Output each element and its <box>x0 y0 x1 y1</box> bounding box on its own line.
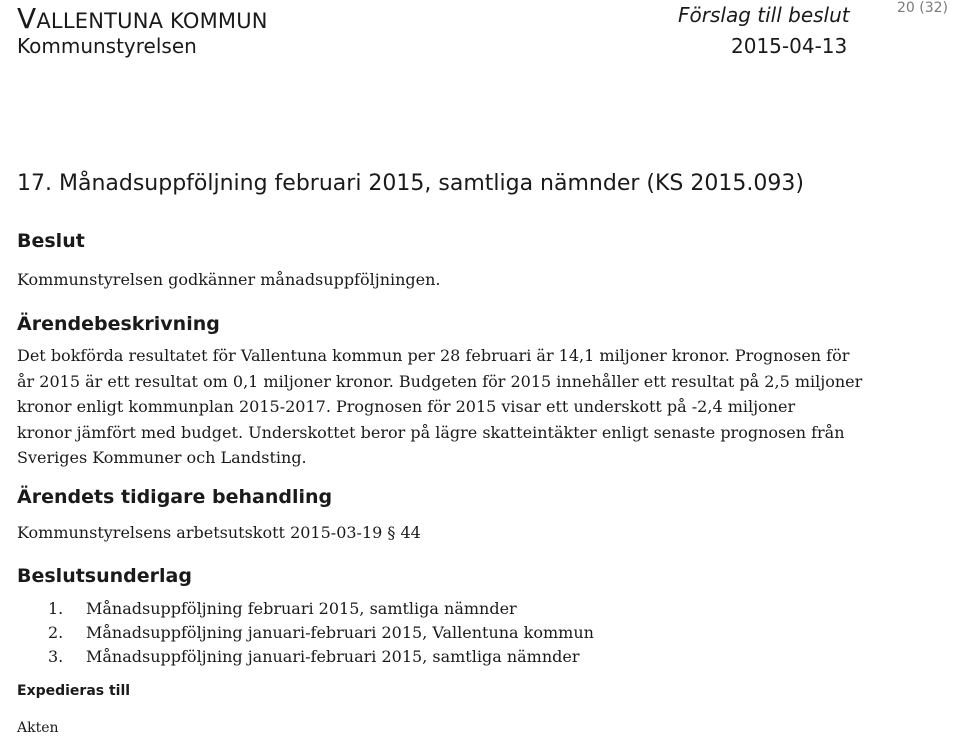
attachment-title: Månadsuppföljning februari 2015, samtliga nämnder <box>86 599 517 618</box>
description-line: år 2015 är ett resultat om 0,1 miljoner kronor. Budgeten för 2015 innehåller ett resultat på 2,5 miljoner <box>17 371 863 391</box>
attachment-item <box>48 597 594 621</box>
decision-heading: Beslut <box>17 230 85 252</box>
attachment-number: 2. <box>48 623 64 642</box>
page-number: 20 (32) <box>897 0 949 16</box>
description-line: Det bokförda resultatet för Vallentuna kommun per 28 februari är 14,1 miljoner kronor. Prognosen för <box>17 346 850 365</box>
attachment-title: Månadsuppföljning januari-februari 2015, samtliga nämnder <box>86 647 580 666</box>
distribution-heading: Expedieras till <box>17 683 131 699</box>
previous-handling-heading: Ärendets tidigare behandling <box>17 486 333 508</box>
attachment-item <box>48 645 594 669</box>
attachment-title: Månadsuppföljning januari-februari 2015, Vallentuna kommun <box>86 623 594 642</box>
description-line: kronor jämfört med budget. Underskottet beror på lägre skatteintäkter enligt senaste prognosen från <box>17 422 845 442</box>
document-date: 2015-04-13 <box>731 34 848 58</box>
distribution-recipient: Akten <box>17 720 59 736</box>
attachments-heading: Beslutsunderlag <box>17 565 192 587</box>
document-type: Förslag till beslut <box>678 3 850 27</box>
description-line: Sveriges Kommuner och Landsting. <box>17 448 307 467</box>
municipality-name-rest: ALLENTUNA KOMMUN <box>36 9 268 33</box>
committee-name: Kommunstyrelsen <box>17 34 197 58</box>
attachment-number: 3. <box>48 647 64 666</box>
decision-text: Kommunstyrelsen godkänner månadsuppföljningen. <box>17 270 441 289</box>
description-line: kronor enligt kommunplan 2015-2017. Prognosen för 2015 visar ett underskott på -2,4 miljoner <box>17 397 796 416</box>
attachments-list <box>48 597 594 669</box>
description-text <box>17 343 917 471</box>
item-title: 17. Månadsuppföljning februari 2015, samtliga nämnder (KS 2015.093) <box>17 171 804 196</box>
attachment-item <box>48 621 594 645</box>
description-heading: Ärendebeskrivning <box>17 313 220 335</box>
previous-handling-text: Kommunstyrelsens arbetsutskott 2015-03-19 § 44 <box>17 523 421 542</box>
municipality-name-initial: V <box>17 2 37 35</box>
attachment-number: 1. <box>48 599 64 618</box>
municipality-name <box>17 2 268 35</box>
